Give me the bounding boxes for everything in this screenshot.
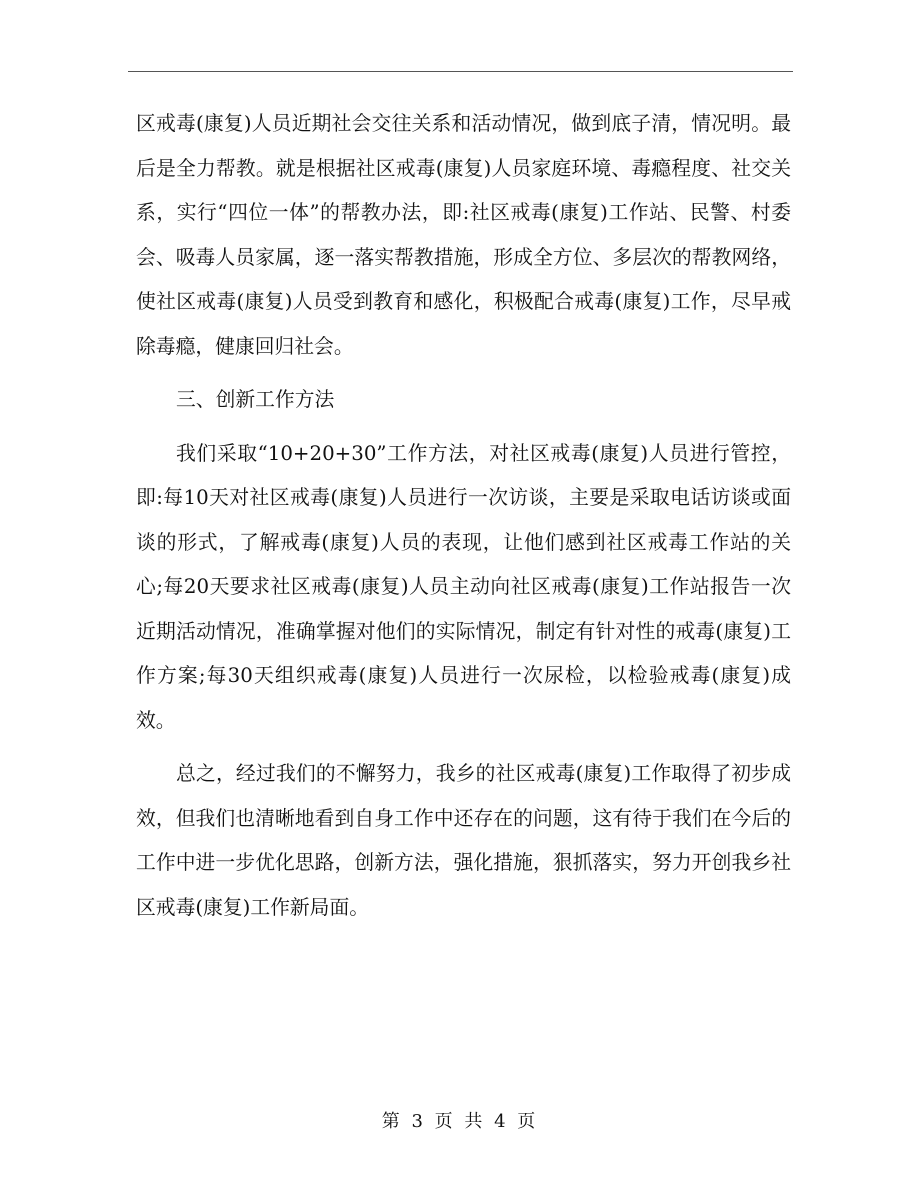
section-heading: 三、创新工作方法 (176, 388, 335, 411)
paragraph-method: 我们采取“10+20+30”工作方法，对社区戒毒(康复)人员进行管控，即:每10天对社区戒毒(康复)人员进行一次访谈，主要是采取电话访谈或面谈的形式，了解戒毒(康复)人员的表现，让他们感到社区戒毒工作站的关心;每20天要求社区戒毒(康复)人员主动向社区戒毒(康复)工作站报告一次近期活动情况，准确掌握对他们的实际情况，制定有针对性的戒毒(康复)工作方案;每30天组织戒毒(康复)人员进行一次尿检，以检验戒毒(康复)成效。 (136, 441, 791, 732)
paragraph-continuation: 区戒毒(康复)人员近期社会交往关系和活动情况，做到底子清，情况明。最后是全力帮教。就是根据社区戒毒(康复)人员家庭环境、毒瘾程度、社交关系，实行“四位一体”的帮教办法，即:社区戒毒(康复)工作站、民警、村委会、吸毒人员家属，逐一落实帮教措施，形成全方位、多层次的帮教网络，使社区戒毒(康复)人员受到教育和感化，积极配合戒毒(康复)工作，尽早戒除毒瘾，健康回归社会。 (136, 112, 791, 358)
header-rule (128, 71, 793, 72)
document-body (136, 102, 791, 930)
paragraph-conclusion: 总之，经过我们的不懈努力，我乡的社区戒毒(康复)工作取得了初步成效，但我们也清晰地看到自身工作中还存在的问题，这有待于我们在今后的工作中进一步优化思路，创新方法，强化措施，狠抓落实，努力开创我乡社区戒毒(康复)工作新局面。 (136, 762, 791, 919)
page-number-footer: 第 3 页 共 4 页 (381, 1111, 539, 1132)
